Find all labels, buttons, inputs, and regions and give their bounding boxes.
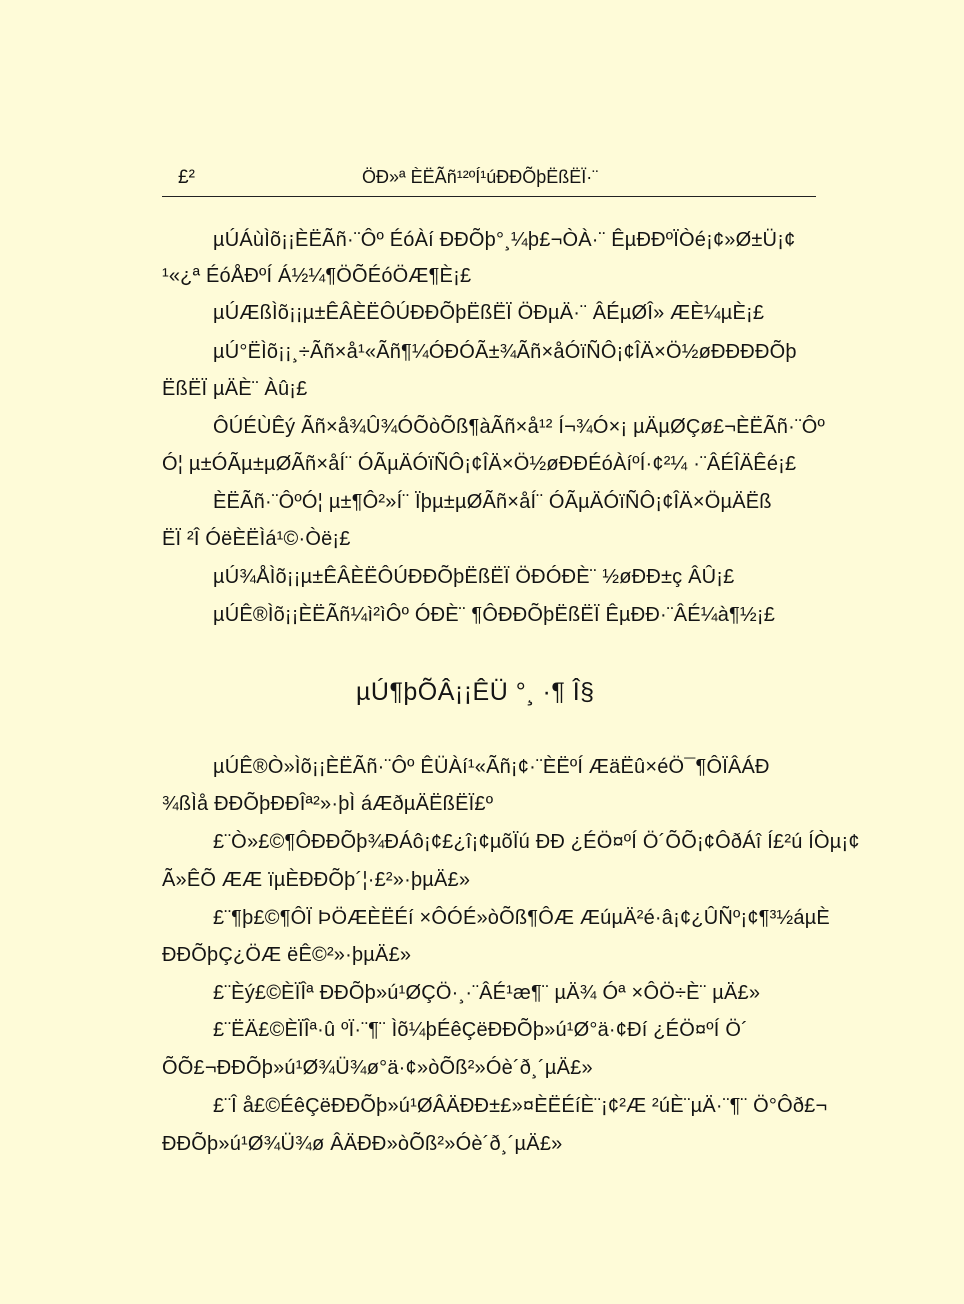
text-line: µÚ°ËÌõ¡¡¸÷Ãñ×å¹«Ãñ¶¼ÓÐÓÃ±¾Ãñ×åÓïÑÔ¡¢ÎÄ×Ö½øÐÐÐÐÕþ: [213, 341, 797, 363]
running-title: ÖÐ»ª ÈËÃñ¹²ºÍ¹úÐÐÕþËßËÏ·¨: [362, 167, 599, 187]
text-line: ÕÕ£¬ÐÐÕþ»ú¹Ø¾Ü¾ø°ä·¢»òÕß²»Óè´ð¸´µÄ£»: [162, 1057, 593, 1079]
page-header: [162, 163, 816, 197]
text-line: ÐÐÕþÇ¿ÖÆ ëÊ©²»·þµÄ£»: [162, 944, 412, 966]
text-line: ¾ßÌå ÐÐÕþÐÐÎª²»·þÌ áÆðµÄËßËÏ£º: [162, 793, 494, 815]
section-title: µÚ¶þÕÂ¡¡ÊÜ °¸ ·¶ Î§: [356, 678, 595, 706]
text-line: ËßËÏ µÄÈ¨ Àû¡£: [162, 378, 308, 400]
text-line: ËÏ ²Î ÓëÈËÌá¹©·Òë¡£: [162, 528, 351, 550]
text-line: £¨Èý£©ÈÏÎª ÐÐÕþ»ú¹ØÇÖ·¸·¨ÂÉ¹æ¶¨ µÄ¾ Óª ×ÔÖ÷È¨ µÄ£»: [213, 982, 761, 1004]
text-line: µÚÆßÌõ¡¡µ±ÊÂÈËÔÚÐÐÕþËßËÏ ÖÐµÄ·¨ ÂÉµØÎ» ÆÈ¼µÈ¡£: [213, 302, 765, 324]
text-line: £¨ËÄ£©ÈÏÎª·û ºÏ·¨¶¨ Ìõ¼þÉêÇëÐÐÕþ»ú¹Ø°ä·¢Ðí ¿ÉÖ¤ºÍ Ö´: [213, 1019, 748, 1041]
text-line: Ó¦ µ±ÓÃµ±µØÃñ×åÍ¨ ÓÃµÄÓïÑÔ¡¢ÎÄ×Ö½øÐÐÉóÀíºÍ·¢²¼ ·¨ÂÉÎÄÊé¡£: [162, 453, 797, 475]
text-line: µÚÊ®Ìõ¡¡ÈËÃñ¼ì²ìÔº ÓÐÈ¨ ¶ÔÐÐÕþËßËÏ ÊµÐÐ·¨ÂÉ¼à¶½¡£: [213, 604, 776, 626]
text-line: µÚ¾ÅÌõ¡¡µ±ÊÂÈËÔÚÐÐÕþËßËÏ ÖÐÓÐÈ¨ ½øÐÐ±ç ÂÛ¡£: [213, 566, 735, 588]
text-line: ÐÐÕþ»ú¹Ø¾Ü¾ø ÂÄÐÐ»òÕß²»Óè´ð¸´µÄ£»: [162, 1133, 563, 1155]
text-line: ¹«¿ª ÉóÅÐºÍ Á½¼¶ÖÕÉóÖÆ¶È¡£: [162, 265, 472, 287]
text-line: £¨Ò»£©¶ÔÐÐÕþ¾ÐÁô¡¢£¿î¡¢µõÏú ÐÐ ¿ÉÖ¤ºÍ Ö´ÕÕ¡¢ÔðÁî Í£²ú ÍÒµ¡¢: [213, 831, 860, 853]
text-line: Ã»ÊÕ ÆÆ ïµÈÐÐÕþ´¦·£²»·þµÄ£»: [162, 869, 471, 891]
text-line: ÔÚÉÙÊý Ãñ×å¾Û¾ÓÕòÕß¶àÃñ×å¹² Í¬¾Ó×¡ µÄµØÇø£¬ÈËÃñ·¨Ôº: [213, 416, 826, 438]
text-line: µÚÁùÌõ¡¡ÈËÃñ·¨Ôº ÉóÀí ÐÐÕþ°¸¼þ£¬ÒÀ·¨ ÊµÐÐºÏÒé¡¢»Ø±Ü¡¢: [213, 229, 796, 251]
text-line: £¨Î å£©ÉêÇëÐÐÕþ»ú¹ØÂÄÐÐ±£»¤ÈËÉíÈ¨¡¢²Æ ²úÈ¨µÄ·¨¶¨ Ö°Ôð£¬: [213, 1095, 828, 1117]
text-line: ÈËÃñ·¨ÔºÓ¦ µ±¶Ô²»Í¨ Ïþµ±µØÃñ×åÍ¨ ÓÃµÄÓïÑÔ¡¢ÎÄ×ÖµÄËß: [213, 491, 772, 513]
page-number: £²: [178, 167, 195, 188]
text-line: µÚÊ®Ò»Ìõ¡¡ÈËÃñ·¨Ôº ÊÜÀí¹«Ãñ¡¢·¨ÈËºÍ ÆäËû×éÖ¯¶ÔÏÂÁÐ: [213, 756, 770, 778]
text-line: £¨¶þ£©¶ÔÏ ÞÖÆÈËÉí ×ÔÓÉ»òÕß¶ÔÆ ÆúµÄ²é·â¡¢¿ÛÑº¡¢¶³½áµÈ: [213, 907, 830, 929]
